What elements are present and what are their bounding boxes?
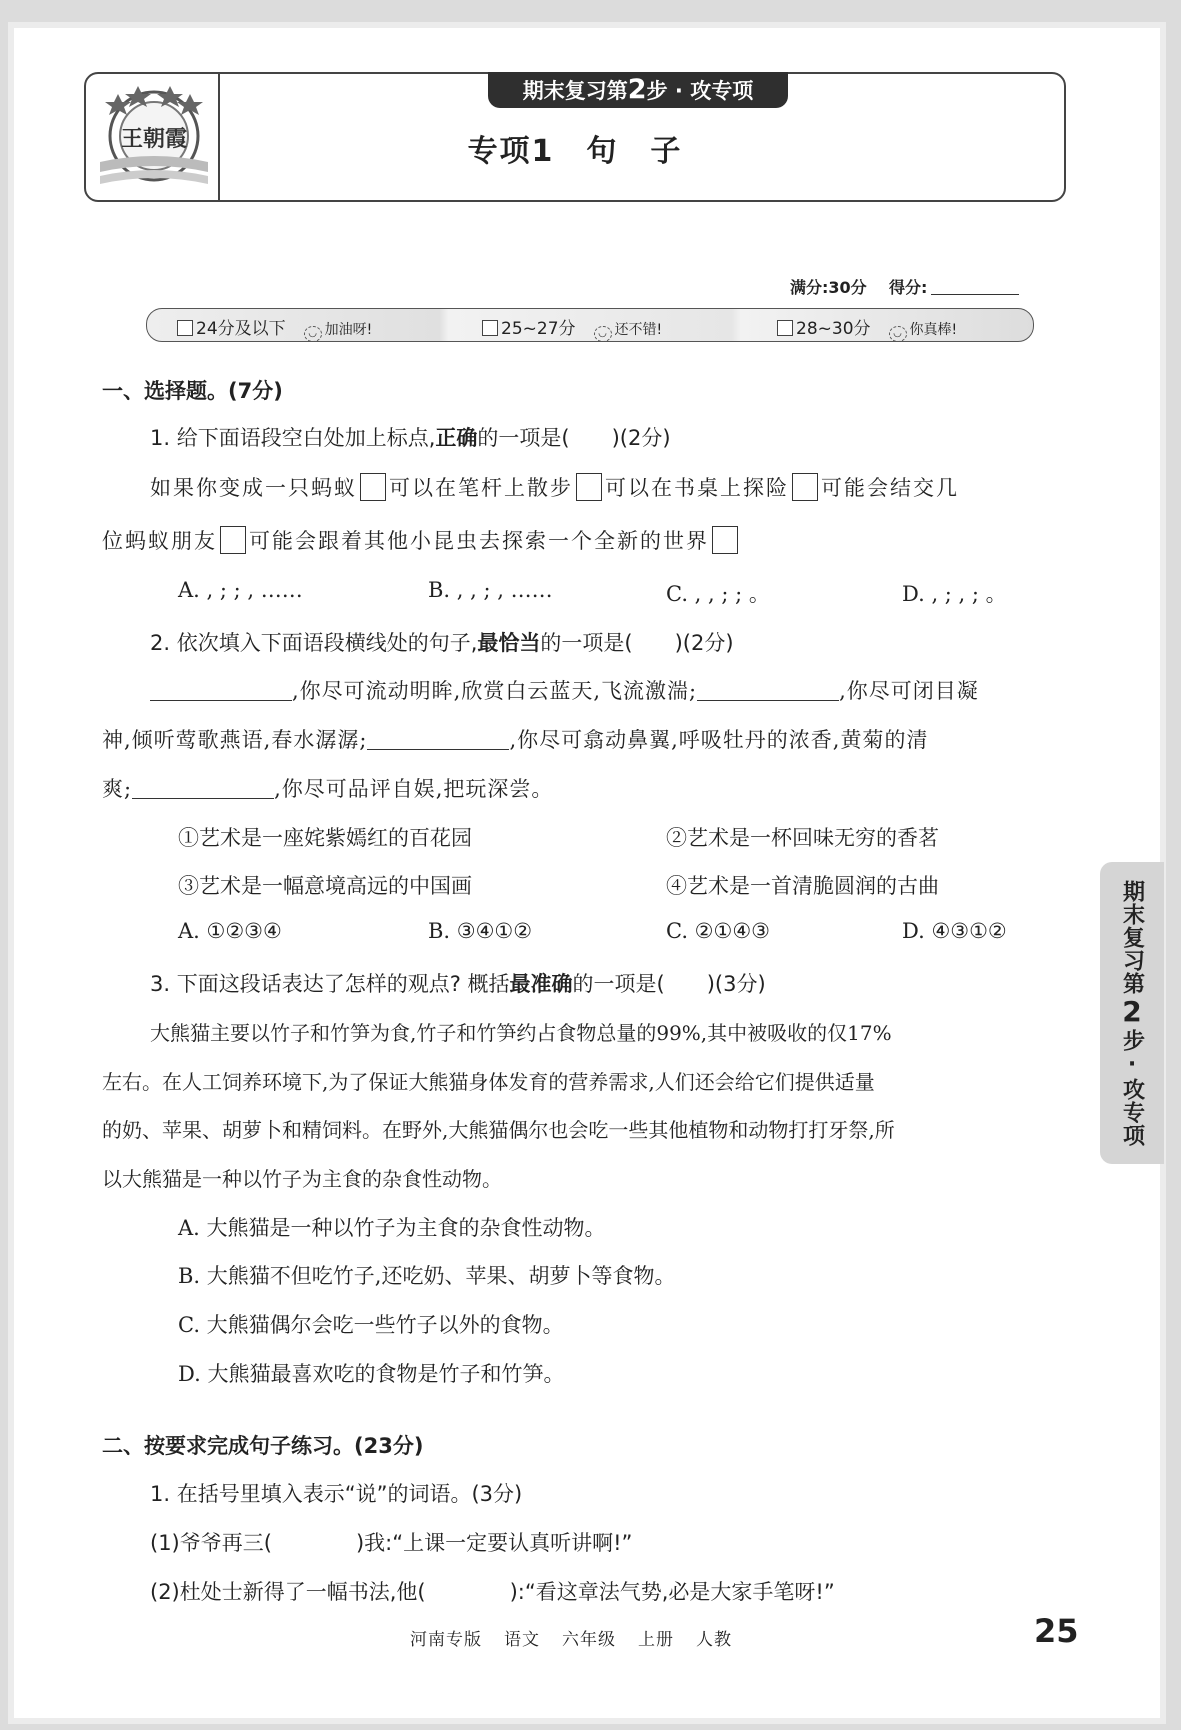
q2-option-c[interactable]: C. ②①④③ [666, 919, 770, 943]
answer-line[interactable] [150, 700, 292, 701]
q2-passage-line-3: 爽; ,你尽可品评自娱,把玩深尝。 [102, 777, 554, 801]
page-number: 25 [1034, 1612, 1079, 1650]
q3-passage-line-2: 左右。在人工饲养环境下,为了保证大熊猫身体发育的营养需求,人们还会给它们提供适量 [102, 1070, 875, 1094]
smile-icon: ◡ [594, 326, 612, 342]
blank-box[interactable] [360, 473, 386, 501]
footer-subject: 语文 [504, 1630, 540, 1650]
blank-box[interactable] [792, 473, 818, 501]
band-comment: 你真棒! [909, 322, 958, 338]
band-range: 25~27分 [501, 319, 576, 339]
q2-passage-line-2: 神,倾听莺歌燕语,春水潺潺; ,你尽可翕动鼻翼,呼吸牡丹的浓香,黄菊的清 [102, 728, 929, 752]
s2-q1-stem: 1. 在括号里填入表示“说”的词语。(3分) [150, 1482, 523, 1506]
footer-volume: 上册 [638, 1630, 674, 1650]
band-segment-low [177, 314, 372, 342]
q1-option-d[interactable]: D. , ; , ; 。 [902, 582, 1007, 606]
q3-option-c[interactable]: C. 大熊猫偶尔会吃一些竹子以外的食物。 [178, 1313, 564, 1337]
q1-option-c[interactable]: C. , , ; ; 。 [666, 582, 770, 606]
header-box [84, 72, 1066, 202]
blank-box[interactable] [712, 526, 738, 554]
section-tag [488, 72, 788, 108]
tag-suffix: 步 · 攻专项 [646, 79, 754, 103]
q2-passage-line-1: ,你尽可流动明眸,欣赏白云蓝天,飞流激湍; ,你尽可闭目凝 [150, 675, 979, 705]
answer-line[interactable] [367, 749, 509, 750]
q3-option-d[interactable]: D. 大熊猫最喜欢吃的食物是竹子和竹笋。 [178, 1362, 565, 1386]
q3-passage-line-1: 大熊猫主要以竹子和竹笋为食,竹子和竹笋约占食物总量的99%,其中被吸收的仅17% [150, 1021, 892, 1045]
q2-option-a[interactable]: A. ①②③④ [178, 919, 282, 943]
band-comment: 加油呀! [324, 322, 373, 338]
checkbox-low[interactable] [177, 320, 193, 336]
answer-line[interactable] [697, 700, 839, 701]
q2-option-d[interactable]: D. ④③①② [902, 919, 1007, 943]
section-2-heading: 二、按要求完成句子练习。(23分) [102, 1434, 424, 1458]
full-score: 满分:30分 [790, 278, 867, 297]
checkbox-high[interactable] [777, 320, 793, 336]
q1-stem: 1. 给下面语段空白处加上标点,正确的一项是( )(2分) [150, 426, 671, 450]
score-blank[interactable] [931, 294, 1019, 295]
page-title: 专项1 句 子 [467, 134, 683, 169]
blank-box[interactable] [220, 526, 246, 554]
q3-option-b[interactable]: B. 大熊猫不但吃竹子,还吃奶、苹果、胡萝卜等食物。 [178, 1264, 676, 1288]
blank-box[interactable] [576, 473, 602, 501]
band-range: 28~30分 [796, 319, 871, 339]
q3-option-a[interactable]: A. 大熊猫是一种以竹子为主食的杂食性动物。 [178, 1216, 606, 1240]
band-range: 24分及以下 [196, 319, 286, 339]
footer [410, 1625, 754, 1650]
q1-option-b[interactable]: B. , , ; , …… [428, 578, 553, 602]
q2-item-2: ②艺术是一杯回味无穷的香茗 [666, 826, 939, 850]
s2-q1-line-2: (2)杜处士新得了一幅书法,他( ):“看这章法气势,必是大家手笔呀!” [150, 1580, 835, 1604]
band-segment-mid [482, 314, 662, 342]
score-band [146, 308, 1034, 342]
q3-passage-line-3: 的奶、苹果、胡萝卜和精饲料。在野外,大熊猫偶尔也会吃一些其他植物和动物打打牙祭,所 [102, 1118, 895, 1142]
svg-text:王朝霞: 王朝霞 [120, 126, 188, 152]
checkbox-mid[interactable] [482, 320, 498, 336]
q2-stem: 2. 依次填入下面语段横线处的句子,最恰当的一项是( )(2分) [150, 631, 734, 655]
footer-publisher: 人教 [696, 1630, 732, 1650]
q1-passage-line-1: 如果你变成一只蚂蚁 可以在笔杆上散步 可以在书桌上探险 可能会结交几 [150, 472, 959, 502]
answer-line[interactable] [132, 798, 274, 799]
q2-option-b[interactable]: B. ③④①② [428, 919, 533, 943]
q2-item-1: ①艺术是一座姹紫嫣红的百花园 [178, 826, 472, 850]
side-tab: 期末复习第 2 步·攻专项 [1100, 862, 1164, 1164]
score-line [790, 275, 1019, 298]
section-1-heading: 一、选择题。(7分) [102, 379, 283, 403]
smile-icon: ◡ [889, 326, 907, 342]
q1-option-a[interactable]: A. , ; ; , …… [178, 578, 303, 602]
q2-item-4: ④艺术是一首清脆圆润的古曲 [666, 874, 939, 898]
footer-edition: 河南专版 [410, 1630, 482, 1650]
s2-q1-line-1: (1)爷爷再三( )我:“上课一定要认真听讲啊!” [150, 1531, 633, 1555]
tag-number: 2 [627, 74, 647, 105]
q3-passage-line-4: 以大熊猫是一种以竹子为主食的杂食性动物。 [102, 1167, 502, 1191]
tag-prefix: 期末复习第 [522, 79, 628, 103]
q1-passage-line-2: 位蚂蚁朋友 可能会跟着其他小昆虫去探索一个全新的世界 [102, 525, 741, 555]
score-label: 得分: [888, 278, 928, 297]
smile-icon: ◡ [304, 326, 322, 342]
band-segment-high [777, 314, 957, 342]
q2-item-3: ③艺术是一幅意境高远的中国画 [178, 874, 472, 898]
footer-grade: 六年级 [562, 1630, 616, 1650]
band-comment: 还不错! [614, 322, 663, 338]
q3-stem: 3. 下面这段话表达了怎样的观点? 概括最准确的一项是( )(3分) [150, 972, 766, 996]
